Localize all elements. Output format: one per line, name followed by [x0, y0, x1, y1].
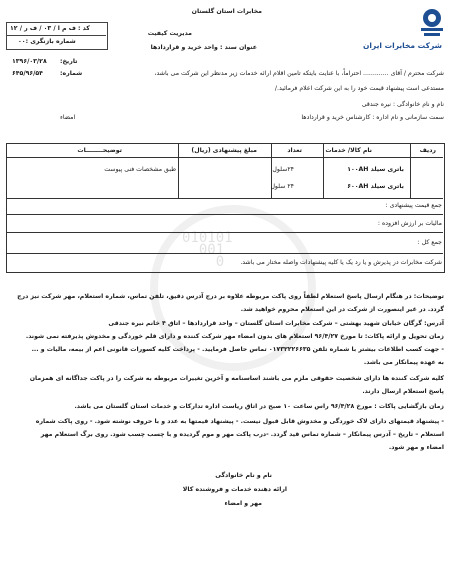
- table-header-divider: [6, 157, 443, 158]
- note-line-2: گردد. در غیر اینصورت از شرکت در این استعلام محروم خواهید شد.: [240, 306, 444, 313]
- row-2-qty: ۲۴ سلول: [270, 183, 294, 190]
- note-line-5: - جهت کسب اطلاعات بیشتر با شماره تلفن ۰۱۷۳۲۲۲۶۶۳۵ تماس حاصل فرمایید. - پرداخت کلیه کسورات قانونی اعم از بیمه، مالیات و ...: [31, 346, 444, 353]
- note-line-8: پاسخ استعلام ارسال دارند.: [362, 388, 444, 395]
- document-title: عنوان سند : واحد خرید و قراردادها: [150, 44, 257, 51]
- date-label: تاریخ:: [60, 58, 78, 65]
- vat-label: مالیات بر ارزش افزوده :: [377, 220, 442, 227]
- sender-org: سمت سازمانی و نام اداره : کارشناس خرید و قراردادها: [301, 114, 444, 121]
- note-line-3: آدرس: گرگان خیابان شهید بهشتی – شرکت مخابرات استان گلستان – واحد قراردادها – اتاق ۴ خانم نیره جندقی: [108, 320, 444, 327]
- table-col-divider-4: [178, 143, 179, 198]
- company-logo: [360, 6, 444, 52]
- col-header-item: نام کالا/ خدمات: [325, 147, 372, 154]
- intro-line-1: شرکت محترم / آقای ............. احتراماً، با عنایت بایتکه تامین اقلام ارائه خدمات زیر مدنظر این شرکت می باشد،: [154, 70, 444, 77]
- closing-seal: مهر و امضاء: [224, 500, 262, 507]
- table-col-divider-2: [323, 143, 324, 198]
- header-box-divider: [6, 35, 106, 36]
- logo-text: شرکت مخابرات ایران: [362, 41, 442, 50]
- sender-name: نام و نام خانوادگی : نیره جندقی: [361, 101, 444, 108]
- closing-name: نام و نام خانوادگی: [215, 472, 272, 479]
- row-1-desc: طبق مشخصات فنی پیوست: [104, 166, 176, 173]
- grand-total-label: جمع کل :: [417, 239, 442, 246]
- row-2-item: باتری سیلد ۶۰۰AH: [347, 183, 404, 190]
- note-line-7: کلیه شرکت کننده ها دارای شخصیت حقوقی ملزم می باشند اساسنامه و آخرین تغییرات مربوطه به شرکت را در پاکت جداگانه ای همزمان: [29, 375, 444, 382]
- note-line-10: - پیشنهاد قیمتهای دارای لاک خوردگی و مخدوش قابل قبول نیست. - پیشنهاد قیمتها به عدد و با حروف نوشته شود. - روی پاکت شماره: [35, 418, 444, 425]
- watermark-digits: 010101 001 0: [182, 230, 233, 270]
- table-body-divider: [6, 198, 443, 199]
- col-header-qty: تعداد: [287, 147, 302, 154]
- note-line-4: زمان تحویل و ارائه پاکات: تا مورخ ۹۶/۴/۲۷ استعلام های بدون امضاء مهر شرکت کننده و دارای قلم خوردگی و مخدوش پذیرفته نمی شوند.: [25, 333, 444, 340]
- table-grand-divider: [6, 253, 443, 254]
- closing-provider: ارائه دهنده خدمات و فروشنده کالا: [182, 486, 287, 493]
- note-line-12: امضاء و مهر شود.: [388, 444, 444, 451]
- table-total-divider: [6, 214, 443, 215]
- number-label: شماره:: [60, 70, 83, 77]
- date-value: ۱۳۹۶/۰۳/۲۸: [12, 58, 47, 65]
- intro-line-2: مستدعی است پیشنهاد قیمت خود را به این شرکت اعلام فرمائید./: [274, 85, 444, 92]
- revision-number: شماره بازنگری :۰۰: [18, 38, 76, 45]
- note-line-1: توضیحات: در هنگام ارسال پاسخ استعلام لطفاً روی پاکت مربوطه علاوه بر درج آدرس دقیق، تلفن تماس، شماره استعلام، مهر شرکت نیز درج: [17, 293, 444, 300]
- col-header-price: مبلغ پیشنهادی (ریال): [191, 147, 257, 154]
- row-1-qty: ۲۴سلول: [272, 166, 294, 173]
- org-name: مخابرات استان گلستان: [191, 8, 262, 15]
- row-1-item: باتری سیلد ۱۰۰AH: [347, 166, 404, 173]
- col-header-desc: توضیحــــــــات: [77, 147, 122, 154]
- note-line-9: زمان بازگشایی پاکات : مورخ ۹۶/۴/۲۸ راس ساعت ۱۰ صبح در اتاق ریاست اداره تدارکات و خدمات استان گلستان می باشد.: [74, 403, 444, 410]
- number-value: ۶۴۵/۹۶/۵۴: [12, 70, 43, 77]
- sender-signature-label: امضاء: [60, 114, 76, 121]
- department: مدیریت کیفیت: [147, 30, 192, 37]
- table-vat-divider: [6, 232, 443, 233]
- note-line-6: به عهده پیمانکار می باشد.: [363, 359, 444, 366]
- table-footer-note: شرکت مخابرات در پذیرش و یا رد یک یا کلیه پیشنهادات واصله مختار می باشد.: [240, 259, 442, 266]
- note-line-11: استعلام – تاریخ – آدرس پیمانکار – شماره تماس قید گردد. -درب پاکت مهر و موم گردیده و با چسب چسب شود. روی برگ استعلام مهر: [40, 431, 444, 438]
- form-code: کد : ف م ا / ۰۳ / ف ر / ۱۲: [10, 25, 90, 32]
- col-header-row: ردیف: [419, 147, 436, 154]
- table-col-divider-1: [410, 143, 411, 198]
- total-price-label: جمع قیمت پیشنهادی :: [385, 202, 442, 209]
